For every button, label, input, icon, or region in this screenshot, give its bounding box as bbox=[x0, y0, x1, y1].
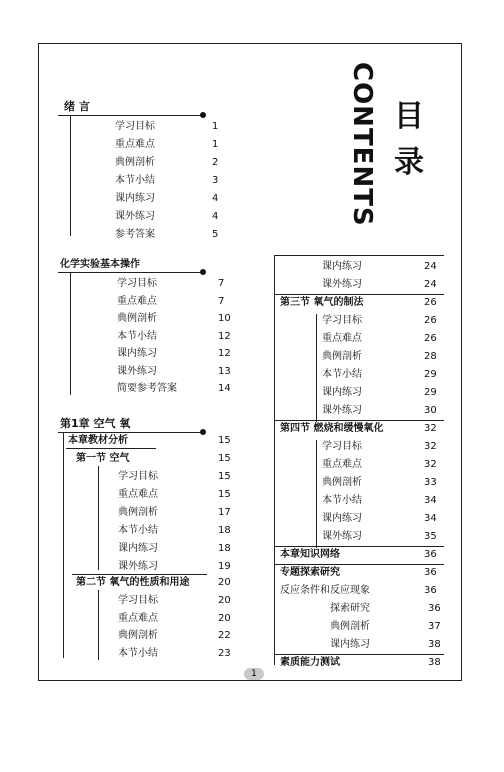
page-number-badge: 1 bbox=[244, 668, 264, 680]
toc-entry: 典例剖析 bbox=[118, 630, 158, 641]
toc-entry: 重点难点 bbox=[117, 295, 157, 307]
page-number: 38 bbox=[428, 657, 441, 668]
chapter-analysis: 本章教材分析 bbox=[68, 435, 128, 446]
toc-entry: 典例剖析 bbox=[322, 351, 362, 362]
section-bracket bbox=[70, 273, 71, 395]
analysis-rule bbox=[66, 448, 156, 449]
page-number: 32 bbox=[424, 459, 437, 470]
page-number: 15 bbox=[218, 471, 231, 482]
section-bullet bbox=[200, 269, 206, 275]
page-number: 32 bbox=[424, 423, 437, 434]
toc-entry: 课内练习 bbox=[118, 543, 158, 554]
section-rule bbox=[274, 654, 444, 655]
section-rule bbox=[72, 574, 207, 575]
chapter-title: 第1章 空气 氧 bbox=[60, 417, 131, 430]
page-number: 20 bbox=[218, 595, 231, 606]
page-number: 26 bbox=[424, 297, 437, 308]
toc-entry: 学习目标 bbox=[322, 441, 362, 452]
toc-entry: 典例剖析 bbox=[115, 157, 155, 168]
page-number: 7 bbox=[218, 278, 225, 289]
subsection-bracket bbox=[316, 314, 317, 422]
section-heading-4: 第四节 燃烧和缓慢氧化 bbox=[280, 423, 384, 434]
page-number: 15 bbox=[218, 435, 231, 446]
toc-entry: 重点难点 bbox=[322, 333, 362, 344]
page-number: 18 bbox=[218, 525, 231, 536]
toc-entry: 简要参考答案 bbox=[117, 383, 177, 394]
toc-entry: 重点难点 bbox=[118, 489, 158, 500]
section-rule bbox=[274, 420, 444, 421]
chapter-network: 本章知识网络 bbox=[280, 549, 340, 560]
toc-entry: 课内练习 bbox=[117, 348, 157, 359]
page-number: 10 bbox=[218, 313, 231, 324]
section-heading-1: 第一节 空气 bbox=[76, 453, 130, 464]
page-number: 35 bbox=[424, 531, 437, 542]
page-number: 26 bbox=[424, 315, 437, 326]
section-heading-2: 第二节 氧气的性质和用途 bbox=[76, 577, 190, 588]
page-number: 17 bbox=[218, 507, 231, 518]
page-number: 3 bbox=[212, 175, 219, 186]
page-number: 2 bbox=[212, 157, 219, 168]
page-number: 36 bbox=[424, 567, 437, 578]
toc-entry: 课外练习 bbox=[117, 365, 157, 377]
toc-entry: 课内练习 bbox=[115, 193, 155, 204]
toc-entry: 本节小结 bbox=[115, 175, 155, 186]
toc-entry: 学习目标 bbox=[118, 471, 158, 482]
toc-entry: 典例剖析 bbox=[117, 313, 157, 324]
toc-entry: 典例剖析 bbox=[330, 621, 370, 632]
toc-entry: 重点难点 bbox=[118, 612, 158, 624]
toc-entry: 本节小结 bbox=[118, 525, 158, 536]
section-rule bbox=[274, 546, 444, 547]
toc-entry: 课内练习 bbox=[322, 387, 362, 398]
toc-entry: 课内练习 bbox=[322, 513, 362, 524]
section-rule bbox=[58, 115, 203, 116]
page-number: 4 bbox=[212, 193, 219, 204]
section-title-intro: 绪 言 bbox=[64, 100, 90, 113]
page-number: 36 bbox=[428, 603, 441, 614]
toc-entry: 课外练习 bbox=[322, 279, 362, 290]
section-bracket bbox=[70, 116, 71, 236]
page-number: 37 bbox=[428, 621, 441, 632]
page-number: 22 bbox=[218, 630, 231, 641]
page-number: 36 bbox=[424, 585, 437, 596]
page-number: 13 bbox=[218, 365, 231, 377]
toc-entry: 重点难点 bbox=[115, 139, 155, 150]
chapter-bracket bbox=[63, 433, 64, 658]
section-rule bbox=[274, 294, 444, 295]
page-number: 29 bbox=[424, 387, 437, 398]
section-rule bbox=[58, 272, 203, 273]
toc-entry: 本节小结 bbox=[322, 495, 362, 506]
ability-test: 素质能力测试 bbox=[280, 657, 340, 668]
toc-entry: 参考答案 bbox=[115, 229, 155, 240]
lu-character: 录 bbox=[394, 145, 424, 180]
page-number: 15 bbox=[218, 453, 231, 464]
toc-entry: 典例剖析 bbox=[118, 507, 158, 518]
page-number: 4 bbox=[212, 211, 219, 222]
contents-heading bbox=[347, 62, 377, 227]
page-number: 29 bbox=[424, 369, 437, 380]
page-number: 15 bbox=[218, 489, 231, 500]
toc-entry: 课外练习 bbox=[115, 211, 155, 222]
toc-entry: 课内练习 bbox=[330, 639, 370, 650]
page-number: 24 bbox=[424, 279, 437, 290]
subsection-bracket bbox=[98, 590, 99, 660]
column-divider bbox=[274, 255, 275, 665]
toc-entry: 本节小结 bbox=[117, 330, 157, 342]
toc-entry: 学习目标 bbox=[115, 121, 155, 132]
section-title-lab: 化学实验基本操作 bbox=[60, 259, 140, 270]
toc-entry: 课内练习 bbox=[322, 261, 362, 272]
subsection-bracket bbox=[98, 466, 99, 570]
page-number: 19 bbox=[218, 561, 231, 572]
toc-entry: 学习目标 bbox=[118, 595, 158, 606]
page-number: 36 bbox=[424, 549, 437, 560]
section-rule bbox=[274, 564, 444, 565]
page-number: 32 bbox=[424, 441, 437, 452]
page-number: 23 bbox=[218, 647, 231, 659]
toc-entry: 重点难点 bbox=[322, 459, 362, 470]
reaction-topic: 反应条件和反应现象 bbox=[280, 585, 370, 596]
page-number: 1 bbox=[212, 139, 219, 150]
section-bullet bbox=[200, 112, 206, 118]
page-number: 38 bbox=[428, 639, 441, 650]
contents-title: CONTENTS bbox=[347, 62, 377, 227]
toc-entry: 本节小结 bbox=[118, 647, 158, 659]
toc-entry: 本节小结 bbox=[322, 369, 362, 380]
mu-character: 目 bbox=[394, 99, 424, 134]
toc-entry: 学习目标 bbox=[117, 278, 157, 289]
page-number: 34 bbox=[424, 513, 437, 524]
section-bullet bbox=[200, 429, 206, 435]
toc-entry: 学习目标 bbox=[322, 315, 362, 326]
page-number: 24 bbox=[424, 261, 437, 272]
column-top-rule bbox=[274, 255, 444, 256]
page-number: 12 bbox=[218, 330, 231, 342]
page-number: 26 bbox=[424, 333, 437, 344]
page-number: 5 bbox=[212, 229, 219, 240]
page-number: 34 bbox=[424, 495, 437, 506]
page-number: 18 bbox=[218, 543, 231, 554]
page-number: 7 bbox=[218, 295, 225, 307]
page-number: 1 bbox=[212, 121, 219, 132]
toc-entry: 课外练习 bbox=[322, 405, 362, 416]
page-number: 20 bbox=[218, 577, 231, 588]
page-number: 12 bbox=[218, 348, 231, 359]
page-number: 28 bbox=[424, 351, 437, 362]
page-number: 30 bbox=[424, 405, 437, 416]
toc-entry: 课外练习 bbox=[118, 561, 158, 572]
toc-entry: 探索研究 bbox=[330, 603, 370, 614]
page-number: 20 bbox=[218, 612, 231, 624]
page-number: 14 bbox=[218, 383, 231, 394]
toc-entry: 课外练习 bbox=[322, 531, 362, 542]
special-topic: 专题探索研究 bbox=[280, 567, 340, 578]
toc-entry: 典例剖析 bbox=[322, 477, 362, 488]
page-number: 33 bbox=[424, 477, 437, 488]
section-heading-3: 第三节 氧气的制法 bbox=[280, 297, 364, 308]
subsection-bracket bbox=[316, 440, 317, 548]
section-rule bbox=[58, 432, 203, 433]
